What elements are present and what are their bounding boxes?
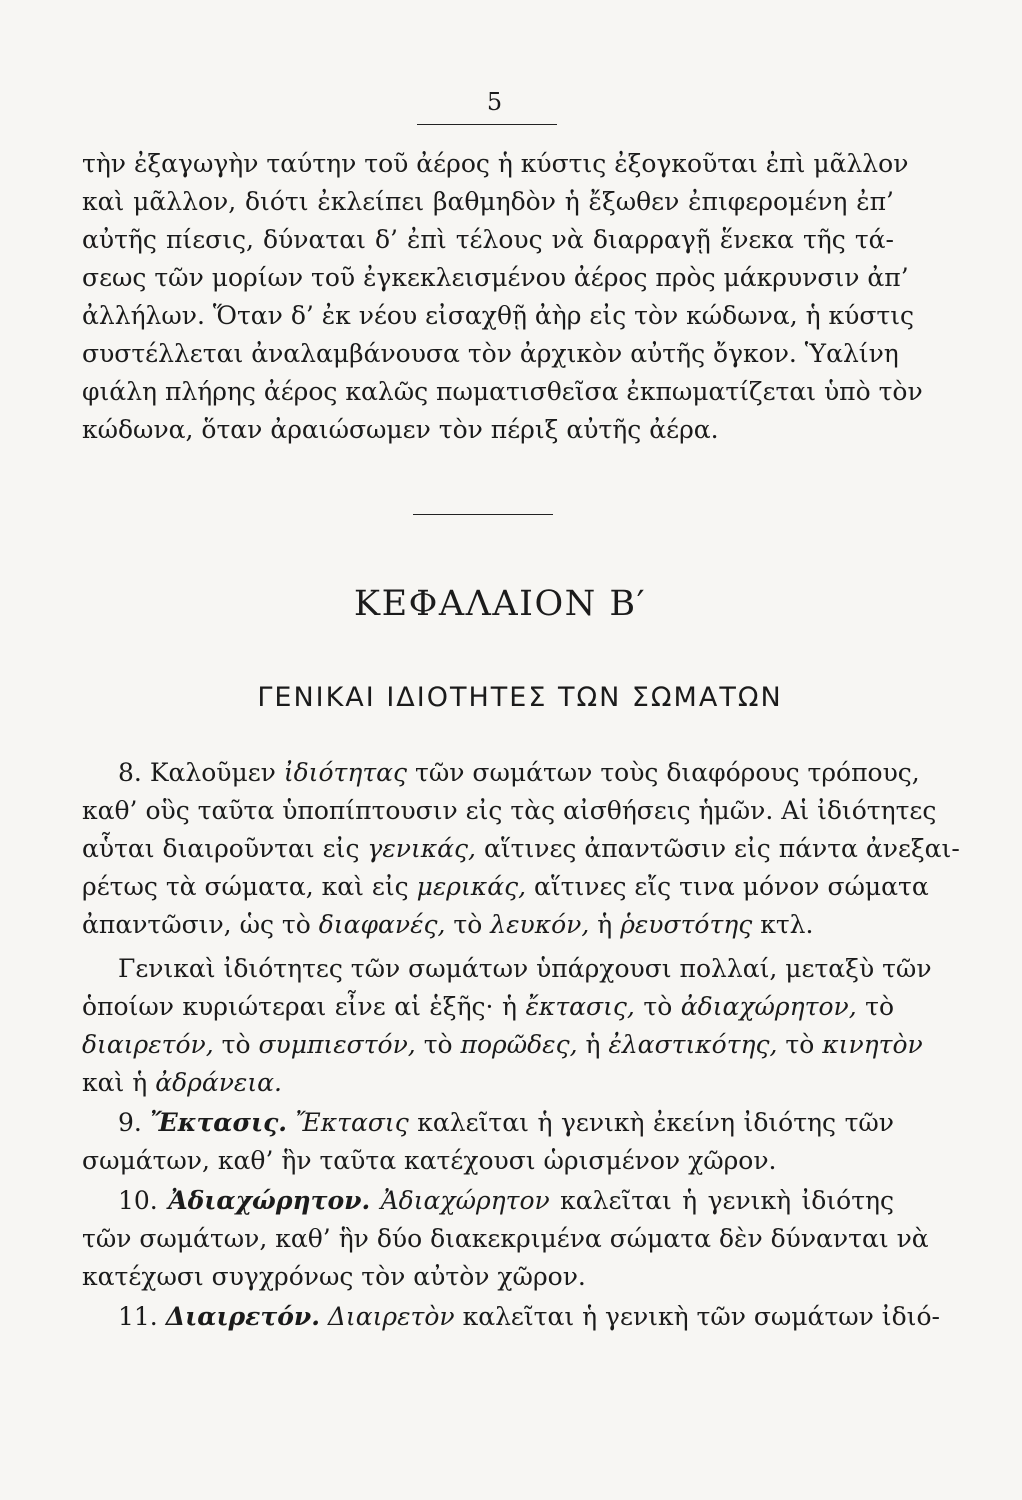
text-run: ρέτως τὰ σώματα, καὶ εἰς: [82, 872, 409, 901]
section-8-line: [82, 869, 929, 905]
term: γενικάς,: [367, 834, 476, 863]
section-9-line: [118, 1105, 894, 1141]
text-run: αὗται διαιροῦνται εἰς: [82, 834, 360, 863]
text-run: καλεῖται ἡ γενικὴ τῶν σωμάτων ἰδιό-: [462, 1302, 940, 1331]
text-run: τὸ: [785, 1030, 815, 1059]
section-8-line: [118, 755, 920, 791]
text-run: τὸ: [423, 1030, 453, 1059]
text-line: τὴν ἐξαγωγὴν ταύτην τοῦ ἀέρος ἡ κύστις ἐξογκοῦται ἐπὶ μᾶλλον: [82, 149, 909, 178]
chapter-title: ΚΕΦΑΛΑΙΟΝ Β′: [353, 584, 647, 624]
text-run: ἀπαντῶσιν, ὡς τὸ: [82, 910, 311, 939]
section-heading: Ἀδιαχώρητον.: [168, 1186, 371, 1215]
text-run: καλεῖται ἡ γενικὴ ἐκείνη ἰδιότης τῶν: [417, 1108, 894, 1137]
text-run: τὸ: [865, 992, 895, 1021]
term: πορῶδες,: [460, 1030, 578, 1059]
header-rule: [417, 124, 557, 125]
section-number: 9.: [118, 1108, 142, 1137]
text-run: αἵτινες εἴς τινα μόνον σώματα: [533, 872, 929, 901]
general-line: Γενικαὶ ἰδιότητες τῶν σωμάτων ὑπάρχουσι πολλαί, μεταξὺ τῶν: [118, 954, 932, 983]
general-line: [82, 989, 894, 1025]
term: ἰδιότητας: [283, 758, 408, 787]
section-10-line: κατέχωσι συγχρόνως τὸν αὐτὸν χῶρον.: [82, 1262, 586, 1291]
section-heading: Διαιρετόν.: [165, 1302, 320, 1331]
term: ῥευστότης: [620, 910, 753, 939]
section-8-line: [82, 831, 960, 867]
text-line: κώδωνα, ὅταν ἀραιώσωμεν τὸν πέριξ αὐτῆς ἀέρα.: [82, 415, 719, 444]
term: διαφανές,: [318, 910, 446, 939]
text-line: καὶ μᾶλλον, διότι ἐκλείπει βαθμηδὸν ἡ ἔξωθεν ἐπιφερομένη ἐπ’: [82, 187, 894, 216]
section-heading: Ἔκτασις.: [150, 1108, 287, 1137]
text-run: ἡ: [597, 910, 613, 939]
term: ἔκτασις,: [525, 992, 635, 1021]
term: κινητὸν: [822, 1030, 923, 1059]
term: ἀδράνεια.: [155, 1068, 282, 1097]
term: συμπιεστόν,: [258, 1030, 416, 1059]
section-9-line: σωμάτων, καθ’ ἣν ταῦτα κατέχουσι ὡρισμένον χῶρον.: [82, 1146, 777, 1175]
text-run: αἵτινες ἀπαντῶσιν εἰς πάντα ἀνεξαι-: [483, 834, 960, 863]
section-10-line: [118, 1183, 894, 1219]
text-run: κτλ.: [760, 910, 814, 939]
text-line: αὐτῆς πίεσις, δύναται δ’ ἐπὶ τέλους νὰ διαρραγῇ ἕνεκα τῆς τά-: [82, 225, 894, 254]
term: μερικάς,: [416, 872, 527, 901]
chapter-subtitle: ΓΕΝΙΚΑΙ ΙΔΙΟΤΗΤΕΣ ΤΩΝ ΣΩΜΑΤΩΝ: [257, 682, 783, 713]
general-line: [82, 1027, 923, 1063]
section-10-line: τῶν σωμάτων, καθ’ ἣν δύο διακεκριμένα σώματα δὲν δύνανται νὰ: [82, 1224, 929, 1253]
section-8-line: καθ’ οὓς ταῦτα ὑποπίπτουσιν εἰς τὰς αἰσθήσεις ἡμῶν. Αἱ ἰδιότητες: [82, 796, 937, 825]
term: ἀδιαχώρητον,: [680, 992, 857, 1021]
text-run: καὶ ἡ: [82, 1068, 148, 1097]
term: διαιρετόν,: [82, 1030, 214, 1059]
term: Ἀδιαχώρητον: [380, 1186, 550, 1215]
text-line: συστέλλεται ἀναλαμβάνουσα τὸν ἀρχικὸν αὐτῆς ὄγκον. Ὑαλίνη: [82, 339, 899, 368]
text-run: τὸ: [453, 910, 483, 939]
text-line: ἀλλήλων. Ὅταν δ’ ἐκ νέου εἰσαχθῇ ἀὴρ εἰς τὸν κώδωνα, ἡ κύστις: [82, 301, 915, 330]
text-run: τὸ: [221, 1030, 251, 1059]
section-number: 10.: [118, 1186, 158, 1215]
text-run: ἡ: [502, 992, 517, 1021]
term: Διαιρετὸν: [327, 1302, 455, 1331]
text-run: ἡ: [585, 1030, 601, 1059]
term: ἐλαστικότης,: [608, 1030, 778, 1059]
section-11-line: [118, 1299, 940, 1335]
text-line: φιάλη πλήρης ἀέρος καλῶς πωματισθεῖσα ἐκπωματίζεται ὑπὸ τὸν: [82, 377, 923, 406]
section-divider: [413, 514, 553, 515]
text-line: σεως τῶν μορίων τοῦ ἐγκεκλεισμένου ἀέρος πρὸς μάκρυνσιν ἀπ’: [82, 263, 909, 292]
text-run: ὁποίων κυριώτεραι εἶνε αἱ ἑξῆς·: [82, 992, 494, 1021]
section-8-line: [82, 907, 894, 943]
term: Ἔκτασις: [295, 1108, 409, 1137]
text-run: Καλοῦμεν: [149, 758, 276, 787]
term: λευκόν,: [490, 910, 590, 939]
general-line: [82, 1065, 894, 1101]
section-number: 11.: [118, 1302, 158, 1331]
text-run: τῶν σωμάτων τοὺς διαφόρους τρόπους,: [415, 758, 920, 787]
section-number: 8.: [118, 758, 142, 787]
text-run: τὸ: [643, 992, 673, 1021]
page-number: 5: [486, 88, 504, 116]
text-run: καλεῖται ἡ γενικὴ ἰδιότης: [560, 1186, 894, 1215]
